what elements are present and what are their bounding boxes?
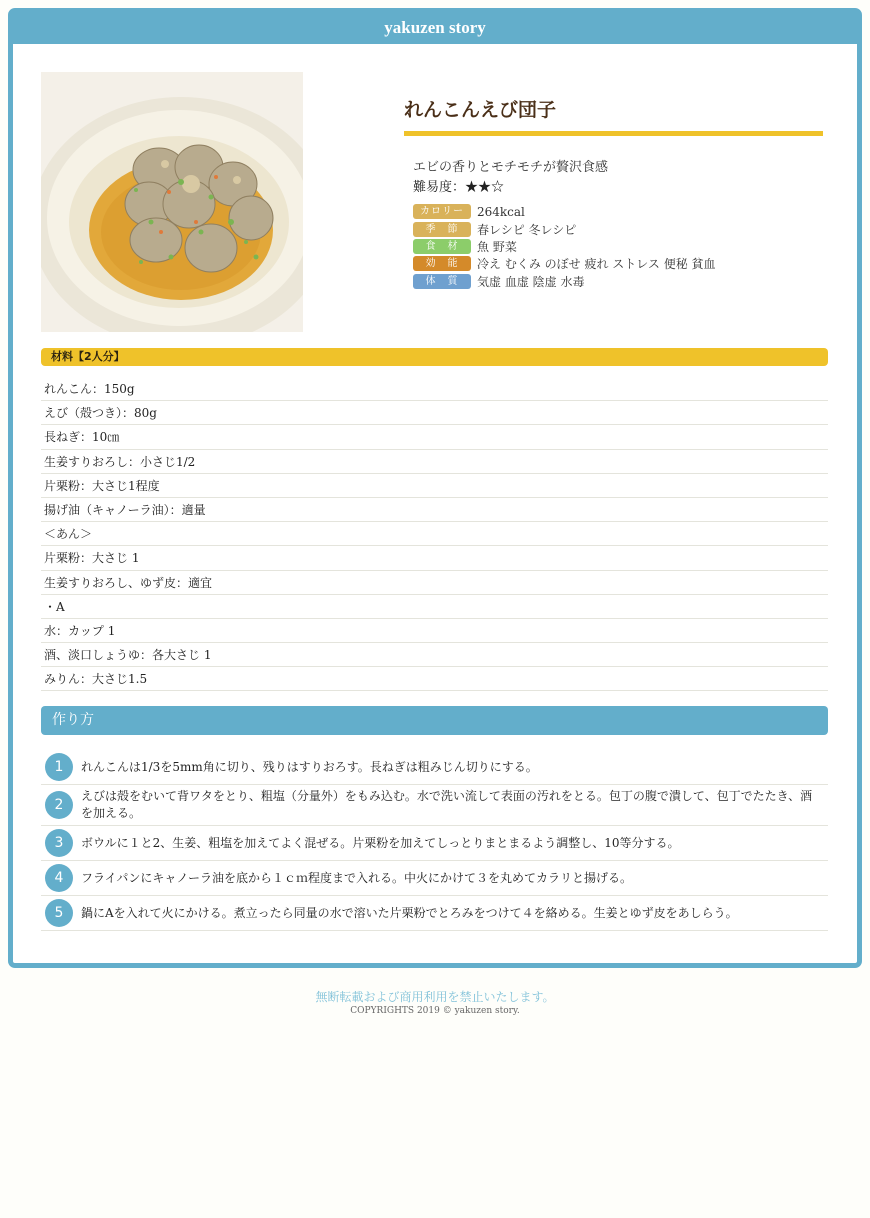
step-item <box>41 785 828 826</box>
ingredient-item: えび（殻つき）：80g <box>41 401 828 425</box>
step-number-badge: 3 <box>45 829 73 857</box>
page-frame <box>8 8 862 968</box>
recipe-title: れんこんえび団子 <box>404 99 557 121</box>
step-item <box>41 896 828 931</box>
step-number-badge: 1 <box>45 753 73 781</box>
step-number-badge: 4 <box>45 864 73 892</box>
recipe-photo <box>41 72 303 332</box>
ingredient-item: ＜あん＞ <box>41 522 828 546</box>
site-title[interactable]: yakuzen story <box>13 13 857 44</box>
recipe-description: エビの香りとモチモチが贅沢食感 <box>413 160 609 175</box>
title-underline <box>404 131 823 136</box>
step-text: れんこんは1/3を5mm角に切り、残りはすりおろす。長ねぎは粗みじん切りにする。 <box>81 759 538 774</box>
difficulty-rating: 難易度：★★☆ <box>413 180 505 195</box>
constitution-tag: 体 質 <box>413 274 471 289</box>
attribute-constitution <box>413 273 716 290</box>
steps-heading: 作り方 <box>41 706 828 735</box>
step-number-badge: 5 <box>45 899 73 927</box>
footer-note: 無断転載および商用利用を禁止いたします。 <box>315 990 555 1004</box>
ingredient-item: れんこん：150g <box>41 377 828 401</box>
ingredient-item: 酒、淡口しょうゆ：各大さじ 1 <box>41 643 828 667</box>
attribute-calorie <box>413 203 716 220</box>
ingredient-item: 片栗粉：大さじ 1 <box>41 546 828 570</box>
effect-tag: 効 能 <box>413 256 471 271</box>
season-value[interactable]: 春レシピ 冬レシピ <box>477 222 577 237</box>
effect-value[interactable]: 冷え むくみ のぼせ 疲れ ストレス 便秘 貧血 <box>477 257 716 272</box>
step-text: えびは殻をむいて背ワタをとり、粗塩（分量外）をもみ込む。水で洗い流して表面の汚れをとる。包丁の腹で潰して、包丁でたたき、酒を加える。 <box>81 789 813 820</box>
ingredient-item: 生姜すりおろし：小さじ1/2 <box>41 450 828 474</box>
step-text: フライパンにキャノーラ油を底から１ｃｍ程度まで入れる。中火にかけて３を丸めてカラリと揚げる。 <box>81 870 633 885</box>
ingredient-item: 片栗粉：大さじ1程度 <box>41 474 828 498</box>
ingredient-value[interactable]: 魚 野菜 <box>477 239 517 254</box>
ingredient-item: みりん：大さじ1.5 <box>41 667 828 691</box>
ingredient-item: 長ねぎ：10㎝ <box>41 425 828 449</box>
ingredient-item: 揚げ油（キャノーラ油）：適量 <box>41 498 828 522</box>
copyright-text: COPYRIGHTS 2019 © yakuzen story. <box>350 1006 520 1016</box>
step-item <box>41 826 828 861</box>
ingredient-item: 水：カップ 1 <box>41 619 828 643</box>
calorie-tag: カロリー <box>413 204 471 219</box>
steps-list <box>41 750 828 931</box>
calorie-value: 264kcal <box>477 204 525 219</box>
attribute-season <box>413 220 716 237</box>
step-item <box>41 861 828 896</box>
step-number-badge: 2 <box>45 791 73 819</box>
season-tag: 季 節 <box>413 222 471 237</box>
step-text: 鍋にAを入れて火にかける。煮立ったら同量の水で溶いた片栗粉でとろみをつけて４を絡める。生姜とゆず皮をあしらう。 <box>81 905 738 920</box>
ingredient-item: ・A <box>41 595 828 619</box>
ingredients-heading: 材料【2人分】 <box>41 348 828 366</box>
ingredients-list <box>41 377 828 691</box>
constitution-value[interactable]: 気虚 血虚 陰虚 水毒 <box>477 274 585 289</box>
step-item <box>41 750 828 785</box>
attribute-effect <box>413 255 716 272</box>
ingredient-item: 生姜すりおろし、ゆず皮：適宜 <box>41 571 828 595</box>
step-text: ボウルに１と2、生姜、粗塩を加えてよく混ぜる。片栗粉を加えてしっとりまとまるよう調整し、10等分する。 <box>81 835 680 850</box>
ingredient-tag: 食 材 <box>413 239 471 254</box>
recipe-attributes <box>413 203 716 290</box>
attribute-ingredient <box>413 238 716 255</box>
